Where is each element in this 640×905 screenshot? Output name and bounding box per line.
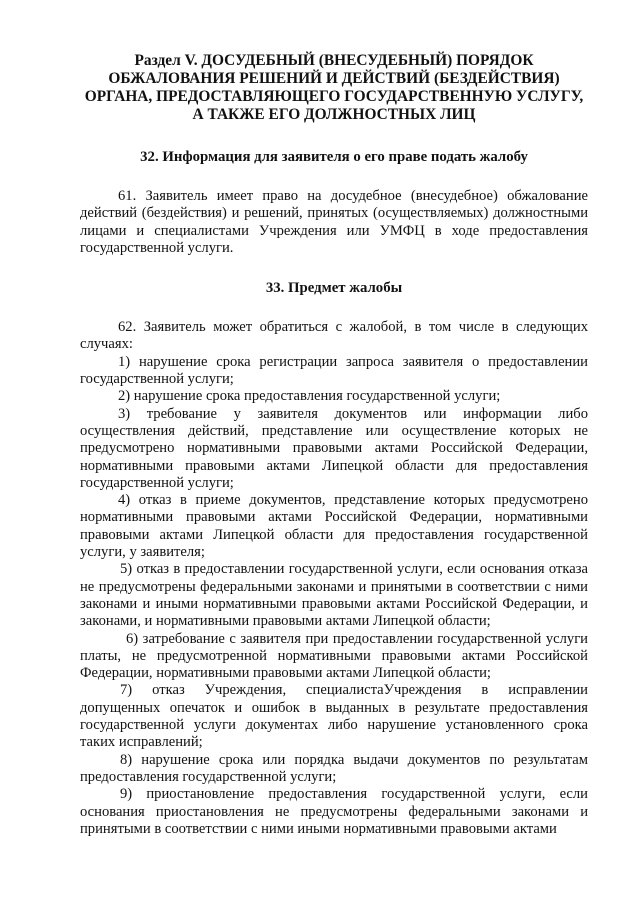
list-item: 1) нарушение срока регистрации запроса заявителя о предоставлении государственной услуги; [80,353,588,388]
list-item: 9) приостановление предоставления государственной услуги, если основания приостановления не предусмотрены федеральными законами и принятыми в соответствии с ними иными нормативными правовыми актами [80,786,588,837]
paragraph-62: 62. Заявитель может обратиться с жалобой, в том числе в следующих случаях: [80,319,588,353]
list-item: 3) требование у заявителя документов или информации либо осуществления действий, представление или осуществление которых не предусмотрено нормативными правовыми актами Российской Федерации, нормативными правовыми актами Липецкой области для предоставления государственной услуги; [80,405,588,491]
list-item: 4) отказ в приеме документов, представление которых предусмотрено нормативными правовыми актами Российской Федерации, нормативными правовыми актами Липецкой области для предоставления государственной услуги, у заявителя; [80,492,588,561]
list-item: 6) затребование с заявителя при предоставлении государственной услуги платы, не предусмотренной нормативными правовыми актами Российской Федерации, нормативными правовыми актами Липецкой области; [80,630,588,682]
subsection-heading-32: 32. Информация для заявителя о его праве подать жалобу [140,149,528,165]
section-title-line: А ТАКЖЕ ЕГО ДОЛЖНОСТНЫХ ЛИЦ [192,106,476,123]
subsection-heading-33: 33. Предмет жалобы [265,280,403,297]
list-item: 8) нарушение срока или порядка выдачи документов по результатам предоставления государственной услуги; [80,751,588,785]
section-title [80,52,588,124]
list-item: 5) отказ в предоставлении государственной услуги, если основания отказа не предусмотрены федеральными законами и принятыми в соответствии с ними законами и иными нормативными правовыми актами Российской Федерации, и законами, и нормативными правовыми актами Липецкой области; [80,561,588,630]
section-title-line: ОРГАНА, ПРЕДОСТАВЛЯЮЩЕГО ГОСУДАРСТВЕННУЮ УСЛУГУ, [84,88,584,105]
list-item: 7) отказ Учреждения, специалистаУчреждения в исправлении допущенных опечаток и ошибок в выданных в результате предоставления государственной услуги документах либо нарушение установленного срока таких исправлений; [80,682,588,751]
document-page [80,52,588,838]
list-item: 2) нарушение срока предоставления государственной услуги; [118,388,501,405]
section-title-line: Раздел V. ДОСУДЕБНЫЙ (ВНЕСУДЕБНЫЙ) ПОРЯДОК [134,52,534,69]
paragraph-61: 61. Заявитель имеет право на досудебное (внесудебное) обжалование действий (бездействия) и решений, принятых (осуществляемых) должностными лицами и специалистами Учреждения или УМФЦ в ходе предоставления государственной услуги. [80,188,588,256]
section-title-line: ОБЖАЛОВАНИЯ РЕШЕНИЙ И ДЕЙСТВИЙ (БЕЗДЕЙСТВИЯ) [108,70,560,87]
